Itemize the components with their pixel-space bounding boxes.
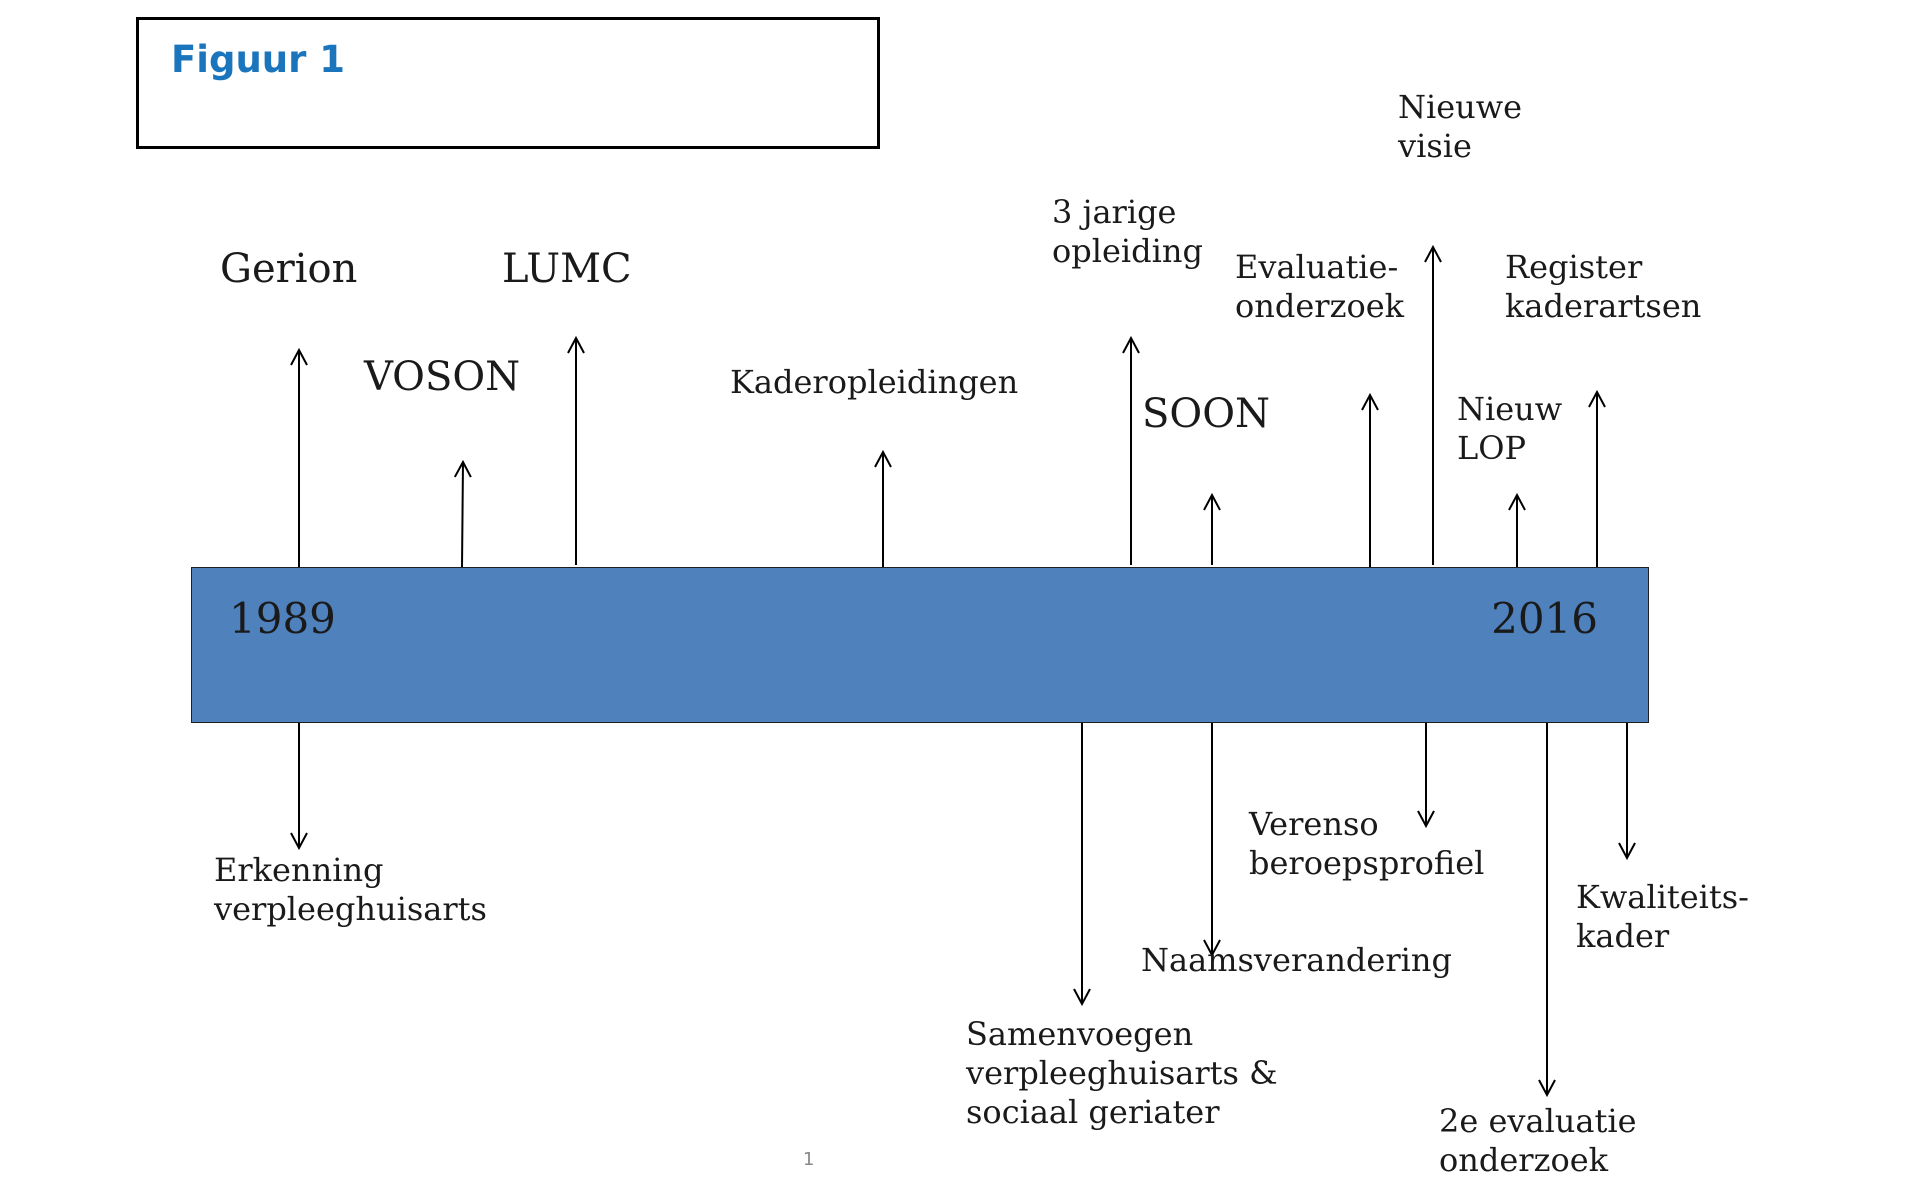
start-year-label: 1989 <box>229 594 336 643</box>
end-year-label: 2016 <box>1491 594 1598 643</box>
event-label-verenso: Verenso beroepsprofiel <box>1249 805 1485 882</box>
event-label-naamsverandering: Naamsverandering <box>1141 941 1452 979</box>
event-label-register-kaderartsen: Register kaderartsen <box>1505 248 1702 325</box>
event-label-evaluatieonderzoek: Evaluatie- onderzoek <box>1235 248 1405 325</box>
event-label-driejarige-opleiding: 3 jarige opleiding <box>1052 193 1203 270</box>
event-label-nieuwe-visie: Nieuwe visie <box>1398 88 1523 165</box>
event-label-voson: VOSON <box>364 354 521 400</box>
event-label-kaderopleidingen: Kaderopleidingen <box>730 363 1019 401</box>
event-label-soon: SOON <box>1142 391 1270 437</box>
timeline-bar <box>191 567 1649 723</box>
event-label-lumc: LUMC <box>502 246 632 292</box>
page-number: 1 <box>803 1149 815 1170</box>
event-label-nieuw-lop: Nieuw LOP <box>1457 390 1563 467</box>
event-label-samenvoegen: Samenvoegen verpleeghuisarts & sociaal geriater <box>966 1015 1278 1131</box>
event-label-tweede-evaluatie: 2e evaluatie onderzoek <box>1439 1102 1637 1179</box>
event-label-erkenning: Erkenning verpleeghuisarts <box>214 851 487 928</box>
figure-title: Figuur 1 <box>171 38 345 81</box>
event-label-gerion: Gerion <box>220 246 358 292</box>
arrow-voson <box>462 462 463 567</box>
event-label-kwaliteitskader: Kwaliteits- kader <box>1576 878 1749 955</box>
